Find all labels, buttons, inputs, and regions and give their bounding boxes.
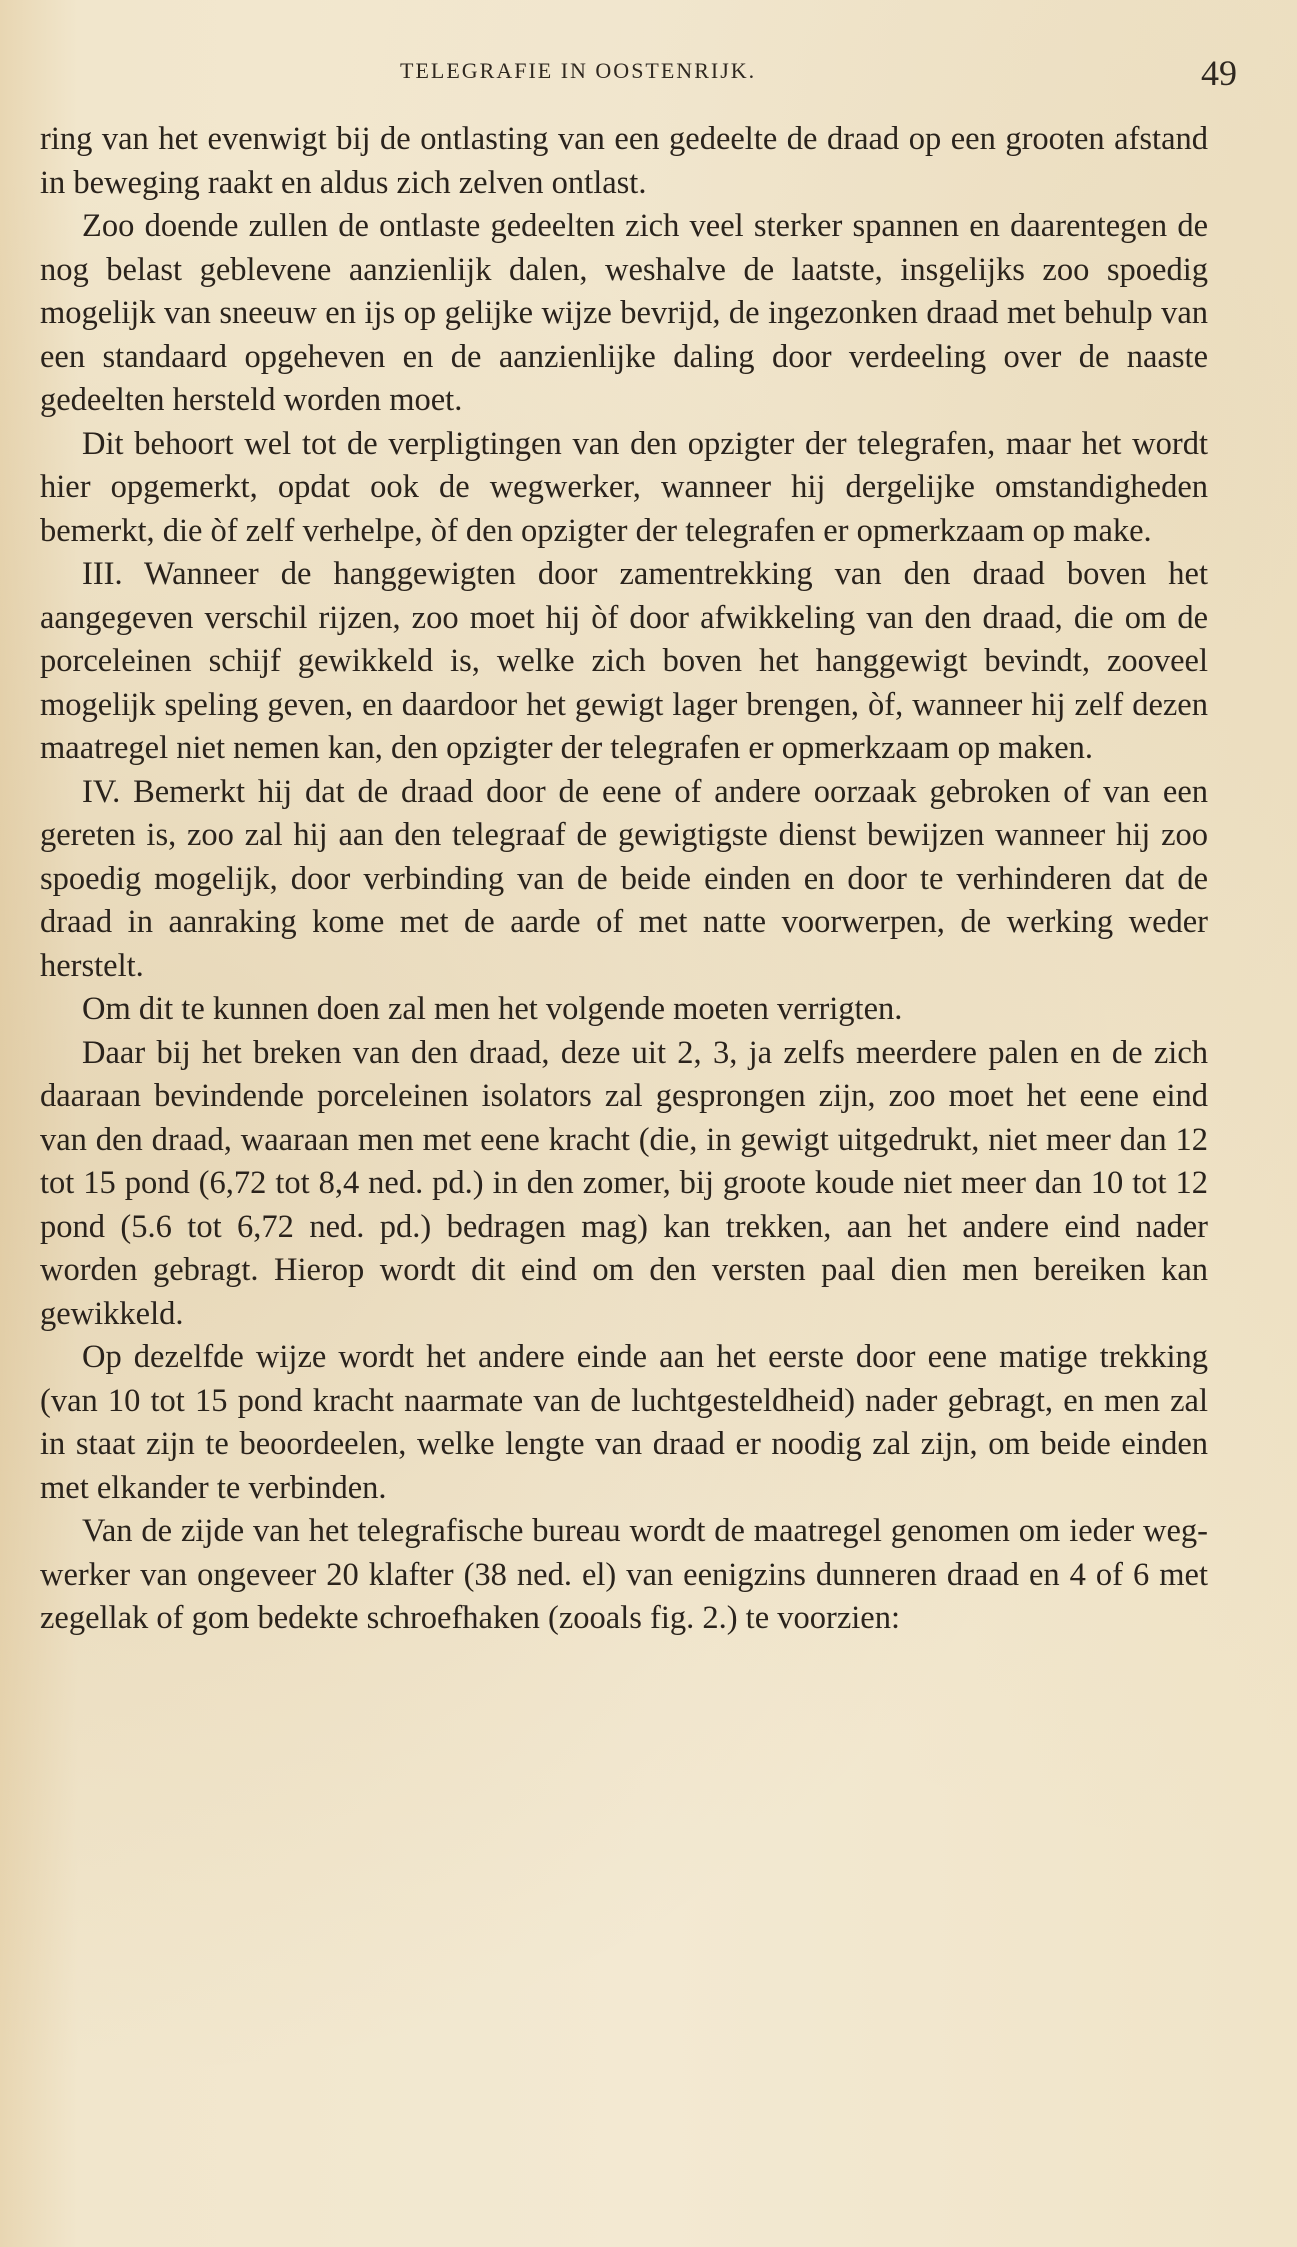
paragraph: Van de zijde van het telegrafische bureau wordt de maatregel genomen om ieder weg-werker van ongeveer 20 klafter (38 ned. el) van eenigzins dunneren draad en 4 of 6 met zegellak of gom bedekte schroefhaken (zooals fig. 2.) te voorzien: xyxy=(40,1513,1208,1636)
page-number: 49 xyxy=(1201,53,1237,93)
paragraph: Om dit te kunnen doen zal men het volgende moeten verrigten. xyxy=(82,991,903,1027)
paragraph: Dit behoort wel tot de verpligtingen van den opzigter der telegrafen, maar het wordt hier opgemerkt, opdat ook de wegwerker, wanneer hij dergelijke omstandigheden bemerkt, die òf zelf verhelpe, òf den opzigter der telegrafen er opmerkzaam op make. xyxy=(40,425,1208,549)
paragraph: Op dezelfde wijze wordt het andere einde aan het eerste door eene matige trekking (van 10 tot 15 pond kracht naarmate van de luchtgesteldheid) nader gebragt, en men zal in staat zijn te beoordeelen, welke lengte van draad er noodig zal zijn, om beide einden met elkander te verbinden. xyxy=(40,1339,1208,1506)
page-header xyxy=(40,52,1237,92)
paragraph: Daar bij het breken van den draad, deze uit 2, 3, ja zelfs meerdere palen en de zich daaraan bevindende porceleinen isolators zal gesprongen zijn, zoo moet het eene eind van den draad, waaraan men met eene kracht (die, in gewigt uitgedrukt, niet meer dan 12 tot 15 pond (6,72 tot 8,4 ned. pd.) in den zomer, bij groote koude niet meer dan 10 tot 12 pond (5.6 tot 6,72 ned. pd.) bedragen mag) kan trekken, aan het andere eind nader worden gebragt. Hierop wordt dit eind om den versten paal dien men bereiken kan gewikkeld. xyxy=(40,1034,1208,1332)
running-head: TELEGRAFIE IN OOSTENRIJK. xyxy=(400,58,757,83)
paragraph: ring van het evenwigt bij de ontlasting van een gedeelte de draad op een grooten afstand in beweging raakt en aldus zich zelven ontlast. xyxy=(40,121,1208,201)
paragraph: IV. Bemerkt hij dat de draad door de eene of andere oorzaak gebroken of van een gereten is, zoo zal hij aan den telegraaf de gewigtigste dienst bewijzen wanneer hij zoo spoedig mogelijk, door verbinding van de beide einden en door te verhinderen dat de draad in aanraking kome met de aarde of met natte voorwerpen, de werking weder herstelt. xyxy=(40,773,1208,984)
body-text xyxy=(40,118,1208,1641)
paragraph: Zoo doende zullen de ontlaste gedeelten zich veel sterker spannen en daarentegen de nog belast geblevene aanzienlijk dalen, weshalve de laatste, insgelijks zoo spoedig mogelijk van sneeuw en ijs op gelijke wijze bevrijd, de ingezonken draad met behulp van een standaard opgeheven en de aanzienlijke daling door verdeeling over de naaste gedeelten hersteld worden moet. xyxy=(40,208,1208,418)
paragraph: III. Wanneer de hanggewigten door zamentrekking van den draad boven het aangegeven verschil rijzen, zoo moet hij òf door afwikkeling van den draad, die om de porceleinen schijf gewikkeld is, welke zich boven het hanggewigt bevindt, zooveel mogelijk speling geven, en daardoor het gewigt lager brengen, òf, wanneer hij zelf dezen maatregel niet nemen kan, den opzigter der telegrafen er opmerkzaam op maken. xyxy=(40,556,1208,766)
